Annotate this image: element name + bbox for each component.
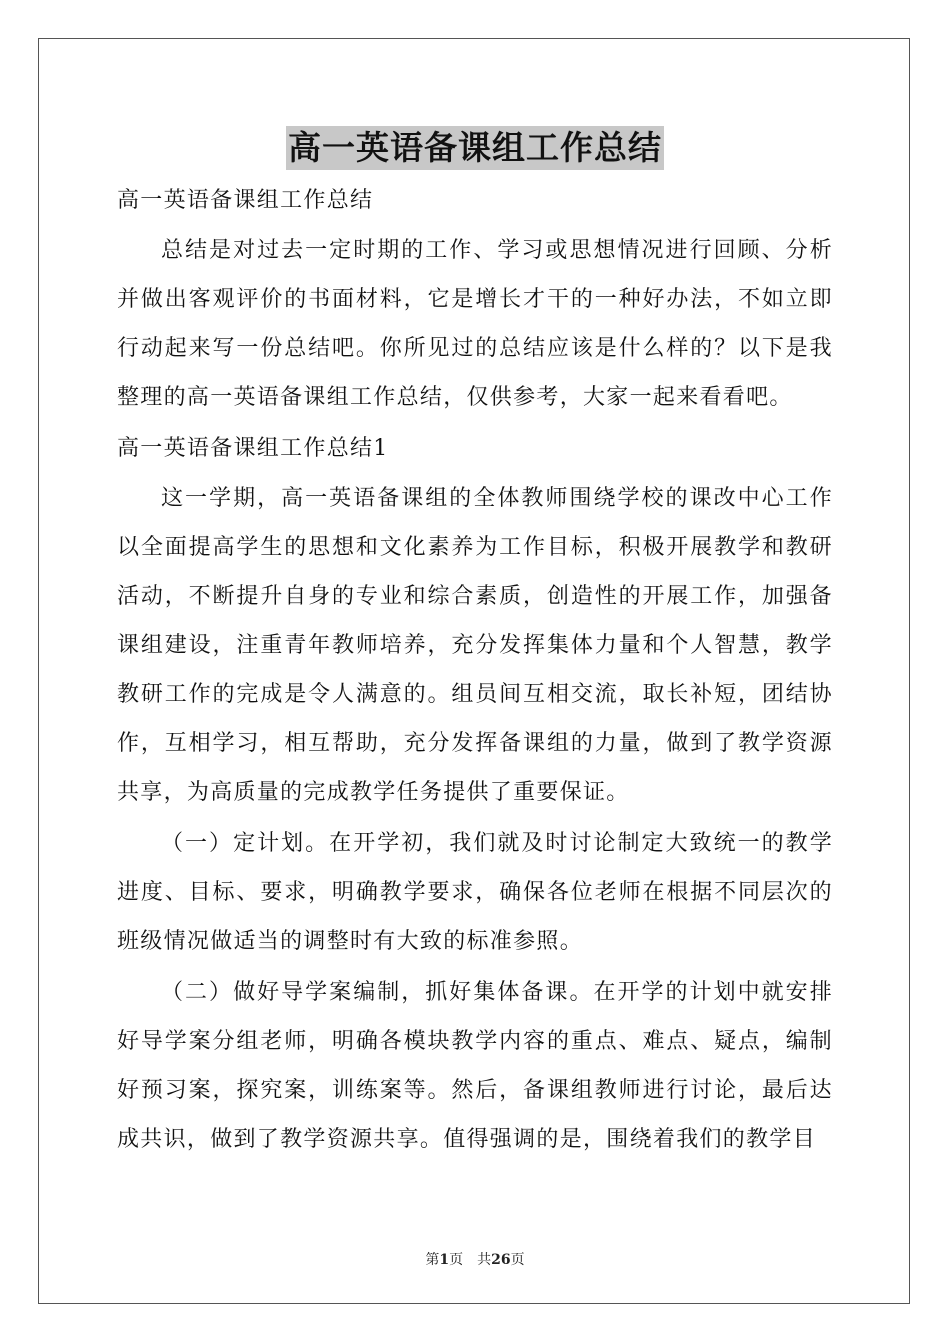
footer-total-pages: 26 [491, 1252, 511, 1268]
title-wrap [0, 126, 950, 170]
document-title: 高一英语备课组工作总结 [286, 126, 664, 170]
footer-prefix: 第 [425, 1252, 440, 1268]
document-body [117, 176, 833, 1166]
lesson-prep-paragraph: （二）做好导学案编制，抓好集体备课。在开学的计划中就安排好导学案分组老师，明确各模块教学内容的重点、难点、疑点，编制好预习案，探究案，训练案等。然后，备课组教师进行讨论，最后达成共识，做到了教学资源共享。值得强调的是，围绕着我们的教学目 [117, 980, 833, 1152]
section-heading: 高一英语备课组工作总结1 [117, 436, 389, 461]
footer-mid: 页 共 [449, 1252, 492, 1268]
plan-paragraph: （一）定计划。在开学初，我们就及时讨论制定大致统一的教学进度、目标、要求，明确教学要求，确保各位老师在根据不同层次的班级情况做适当的调整时有大致的标准参照。 [117, 831, 833, 954]
document-subtitle: 高一英语备课组工作总结 [117, 188, 374, 213]
footer-current-page: 1 [439, 1252, 450, 1268]
body-paragraph: 这一学期，高一英语备课组的全体教师围绕学校的课改中心工作以全面提高学生的思想和文化素养为工作目标，积极开展教学和教研活动，不断提升自身的专业和综合素质，创造性的开展工作，加强备课组建设，注重青年教师培养，充分发挥集体力量和个人智慧，教学教研工作的完成是令人满意的。组员间互相交流，取长补短，团结协作，互相学习，相互帮助，充分发挥备课组的力量，做到了教学资源共享，为高质量的完成教学任务提供了重要保证。 [117, 486, 833, 805]
footer-suffix: 页 [510, 1252, 525, 1268]
page-footer [0, 1249, 950, 1269]
intro-paragraph: 总结是对过去一定时期的工作、学习或思想情况进行回顾、分析并做出客观评价的书面材料，它是增长才干的一种好办法，不如立即行动起来写一份总结吧。你所见过的总结应该是什么样的？以下是我整理的高一英语备课组工作总结，仅供参考，大家一起来看看吧。 [117, 238, 833, 410]
